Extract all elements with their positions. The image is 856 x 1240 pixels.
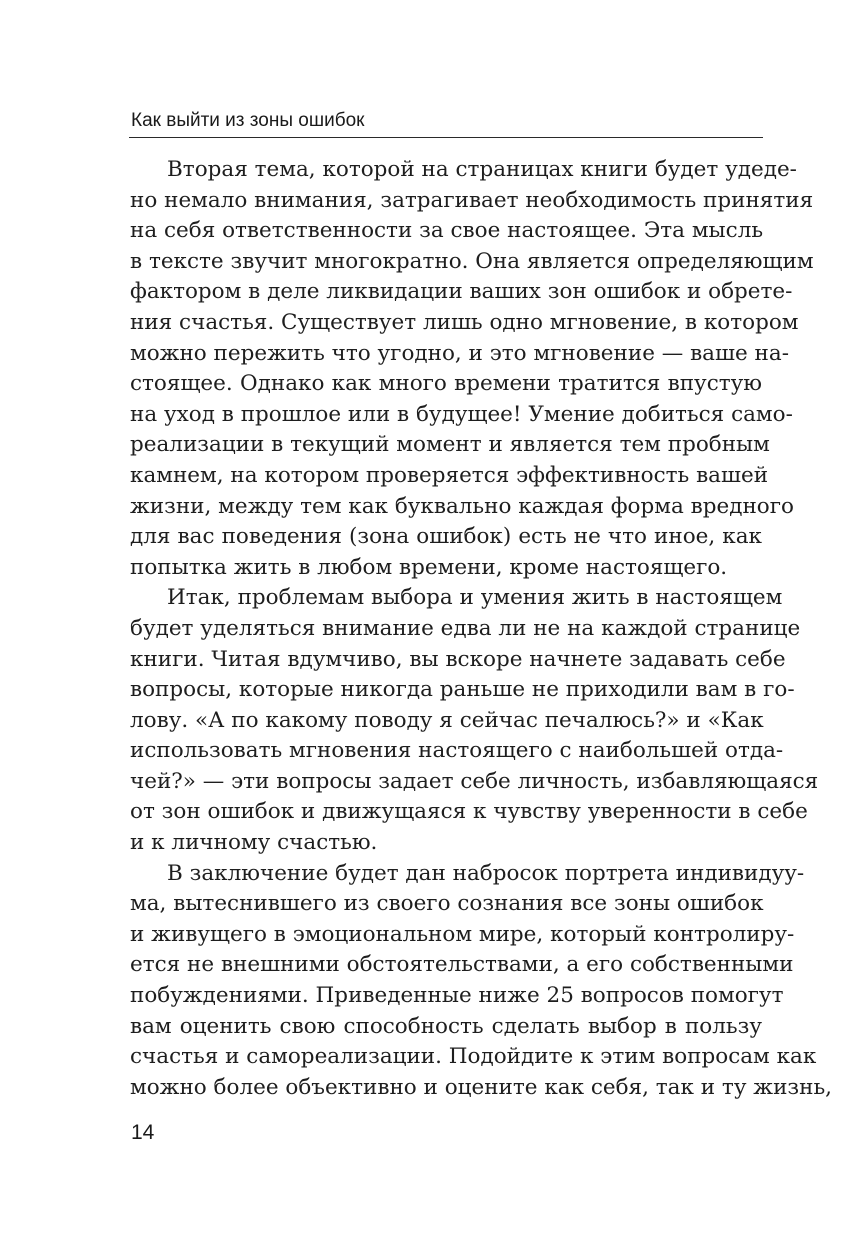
text-line: можно более объективно и оцените как себя, так и ту жизнь,: [130, 1074, 833, 1100]
text-line: вам оценить свою способность сделать выбор в пользу: [130, 1013, 762, 1039]
text-line: но немало внимания, затрагивает необходимость принятия: [130, 187, 814, 213]
text-line: лову. «А по какому поводу я сейчас печалюсь?» и «Как: [130, 707, 764, 733]
text-line: будет уделяться внимание едва ли не на каждой странице: [130, 615, 801, 641]
text-line: использовать мгновения настоящего с наибольшей отда-: [130, 738, 784, 764]
text-line: реализации в текущий момент и является тем пробным: [130, 432, 770, 458]
text-line: и к личному счастью.: [130, 830, 378, 856]
text-line: вопросы, которые никогда раньше не приходили вам в го-: [130, 677, 795, 703]
text-line: на себя ответственности за свое настоящее. Эта мысль: [130, 218, 764, 244]
text-line: Итак, проблемам выбора и умения жить в настоящем: [167, 585, 783, 611]
text-line: ется не внешними обстоятельствами, а его собственными: [130, 952, 794, 978]
text-line: камнем, на котором проверяется эффективность вашей: [130, 462, 769, 488]
text-line: ния счастья. Существует лишь одно мгновение, в котором: [130, 309, 799, 335]
text-line: попытка жить в любом времени, кроме настоящего.: [130, 554, 728, 580]
text-line: на уход в прошлое или в будущее! Умение добиться само-: [130, 401, 793, 427]
text-line: жизни, между тем как буквально каждая форма вредного: [130, 493, 794, 519]
text-line: ма, вытеснившего из своего сознания все зоны ошибок: [130, 891, 764, 917]
text-line: книги. Читая вдумчиво, вы вскоре начнете задавать себе: [130, 646, 786, 672]
paragraph-3: [130, 859, 833, 1104]
page-number: 14: [131, 1121, 155, 1144]
text-line: стоящее. Однако как много времени тратится впустую: [130, 371, 762, 397]
text-line: счастья и самореализации. Подойдите к этим вопросам как: [130, 1044, 817, 1070]
paragraph-1: [130, 155, 814, 583]
text-line: от зон ошибок и движущаяся к чувству уверенности в себе: [130, 799, 808, 825]
text-line: Вторая тема, которой на страницах книги будет удеде-: [167, 157, 797, 182]
text-line: и живущего в эмоциональном мире, который контролиру-: [130, 921, 795, 947]
text-line: фактором в деле ликвидации ваших зон ошибок и обрете-: [130, 279, 793, 305]
paragraph-2: [130, 583, 819, 858]
text-line: можно пережить что угодно, и это мгновение — ваше на-: [130, 340, 789, 366]
text-line: чей?» — эти вопросы задает себе личность, избавляющаяся: [130, 768, 819, 794]
header-rule: [129, 137, 763, 138]
text-line: побуждениями. Приведенные ниже 25 вопросов помогут: [130, 983, 784, 1009]
running-title: Как выйти из зоны ошибок: [131, 110, 365, 131]
body-text: [130, 155, 833, 1103]
text-line: в тексте звучит многократно. Она является определяющим: [130, 248, 814, 274]
text-line: В заключение будет дан набросок портрета индивидуу-: [167, 860, 805, 886]
text-line: для вас поведения (зона ошибок) есть не что иное, как: [130, 524, 762, 550]
